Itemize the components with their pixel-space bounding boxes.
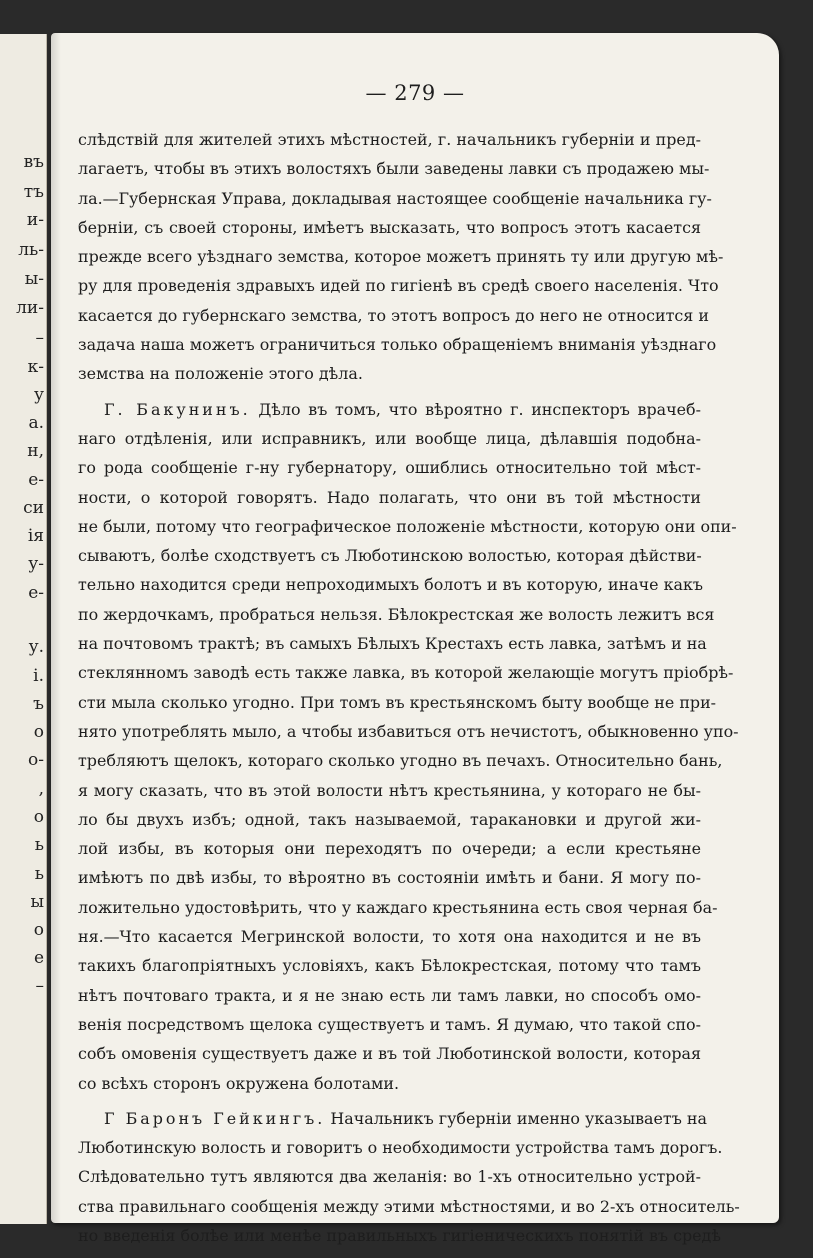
left-page-fragment: тъ (23, 182, 44, 202)
speaker-name: Г Баронъ Гейкингъ. (104, 1108, 326, 1128)
text-line: ло бы двухъ избъ; одной, такъ называемой, таракановки и другой жи- (78, 809, 701, 829)
left-page-fragment: – (35, 976, 44, 996)
text-line: стеклянномъ заводѣ есть также лавка, въ которой желающіе могутъ пріобрѣ- (78, 663, 734, 683)
left-page-fragment: ли- (16, 298, 44, 318)
text-line: со всѣхъ сторонъ окружена болотами. (78, 1073, 400, 1093)
left-page-fragment: ъ (33, 694, 44, 714)
text-line: по жердочкамъ, пробраться нельзя. Бѣлокрестская же волость лежитъ вся (78, 604, 715, 624)
text-line: ня.—Что касается Мегринской волости, то хотя она находится и не въ (78, 927, 701, 947)
text-line: прежде всего уѣзднаго земства, которое можетъ принять ту или другую мѣ- (78, 247, 724, 267)
text-line: земства на положеніе этого дѣла. (78, 364, 363, 384)
left-page-fragment: и- (26, 210, 44, 230)
text-line: ности, о которой говорятъ. Надо полагать, что они въ той мѣстности (78, 487, 701, 507)
text-line: слѣдствій для жителей этихъ мѣстностей, г. начальникъ губерніи и пред- (78, 130, 701, 149)
text-line: наго отдѣленія, или исправникъ, или вообще лица, дѣлавшія подобна- (78, 428, 701, 448)
text-line: на почтовомъ трактѣ; въ самыхъ Бѣлыхъ Крестахъ есть лавка, затѣмъ и на (78, 634, 707, 654)
left-page-fragment: , (38, 779, 44, 799)
paragraph (78, 1104, 740, 1250)
text-line: касается до губернскаго земства, то этотъ вопросъ до него не относится и (78, 305, 709, 325)
text-line: ства правильнаго сообщенія между этими мѣстностями, и во 2-хъ относитель- (78, 1196, 740, 1216)
left-page-fragment: ль- (18, 240, 44, 260)
left-page-fragment: у. (28, 637, 44, 657)
left-page-fragment: о (33, 807, 44, 827)
left-page-fragment: ія (27, 526, 44, 546)
left-page-fragment: о (33, 920, 44, 940)
text-line: такихъ благопріятныхъ условіяхъ, какъ Бѣлокрестская, потому что тамъ (78, 956, 701, 976)
paragraph (78, 125, 724, 389)
left-page-fragment: си (23, 498, 44, 518)
text-line: сти мыла сколько угодно. При томъ въ крестьянскомъ быту вообще не при- (78, 692, 717, 712)
text-line: сываютъ, болѣе сходствуетъ съ Люботинскою волостью, которая дѣйстви- (78, 546, 702, 566)
text-line: требляютъ щелокъ, котораго сколько угодно въ печахъ. Относительно бань, (78, 751, 723, 771)
text-line (78, 395, 701, 424)
book-page (51, 33, 779, 1245)
text-line: тельно находится среди непроходимыхъ болотъ и въ которую, иначе какъ (78, 575, 704, 595)
text-line: ла.—Губернская Управа, докладывая настоящее сообщеніе начальника гу- (78, 188, 712, 208)
line-text: Дѣло въ томъ, что вѣроятно г. инспекторъ врачеб- (258, 399, 701, 419)
left-page-fragment: н, (27, 441, 44, 461)
text-line (78, 1104, 707, 1133)
left-page-fragment: к- (27, 357, 44, 377)
left-page-fragment: у (33, 385, 44, 405)
text-line: берніи, съ своей стороны, имѣетъ высказать, что вопросъ этотъ касается (78, 217, 701, 237)
text-line: Слѣдовательно тутъ являются два желанія: во 1-хъ относительно устрой- (78, 1167, 701, 1187)
left-page-fragment: ы (30, 892, 44, 912)
text-line: ложительно удостовѣрить, что у каждаго крестьянина есть своя черная ба- (78, 897, 718, 917)
text-line: но введенія болѣе или менѣе правильныхъ гигіеническихъ понятій въ средѣ (78, 1225, 721, 1245)
page-number: — 279 — (365, 81, 465, 105)
speaker-name: Г. Бакунинъ. (104, 399, 251, 419)
text-line: я могу сказать, что въ этой волости нѣтъ крестьянина, у котораго не бы- (78, 780, 701, 800)
text-line: венія посредствомъ щелока существуетъ и тамъ. Я думаю, что такой спо- (78, 1014, 701, 1034)
left-page-fragment: о (33, 722, 44, 742)
left-page-fragment: е- (28, 470, 44, 490)
left-page-fragment: у- (28, 554, 44, 574)
paragraph (78, 395, 739, 1098)
text-line: Люботинскую волость и говоритъ о необходимости устройства тамъ дорогъ. (78, 1138, 723, 1158)
text-line: лой избы, въ которыя они переходятъ по очереди; а если крестьяне (78, 839, 701, 859)
text-line: собъ омовенія существуетъ даже и въ той Люботинской волости, которая (78, 1044, 701, 1064)
left-page-fragment: е (33, 948, 44, 968)
left-page-fragment: – (35, 328, 44, 348)
text-line: нято употреблять мыло, а чтобы избавиться отъ нечистотъ, обыкновенно упо- (78, 721, 739, 741)
text-line: имѣютъ по двѣ избы, то вѣроятно въ состояніи имѣть и бани. Я могу по- (78, 868, 701, 888)
text-line: го рода сообщеніе г-ну губернатору, ошиблись относительно той мѣст- (78, 458, 701, 478)
left-page-fragment: ь (34, 864, 44, 884)
previous-page-edge (0, 34, 47, 1224)
text-line: не были, потому что географическое положеніе мѣстности, которую они опи- (78, 516, 737, 536)
left-page-fragment: е- (28, 583, 44, 603)
text-line: лагаетъ, чтобы въ этихъ волостяхъ были заведены лавки съ продажею мы- (78, 159, 710, 179)
text-line: задача наша можетъ ограничиться только обращеніемъ вниманія уѣзднаго (78, 335, 717, 355)
text-line: ру для проведенія здравыхъ идей по гигіенѣ въ средѣ своего населенія. Что (78, 276, 719, 296)
left-page-fragment: о- (28, 750, 44, 770)
page-text (78, 125, 740, 1250)
text-line: нѣтъ почтоваго тракта, и я не знаю есть ли тамъ лавки, но способъ омо- (78, 985, 701, 1005)
left-page-fragment: ы- (24, 269, 44, 289)
left-page-fragment: ь (34, 835, 44, 855)
line-text: Начальникъ губерніи именно указываетъ на (330, 1108, 707, 1128)
left-page-fragment: і. (33, 666, 44, 686)
left-page-fragment: а. (28, 413, 44, 433)
left-page-fragment: въ (23, 152, 44, 172)
